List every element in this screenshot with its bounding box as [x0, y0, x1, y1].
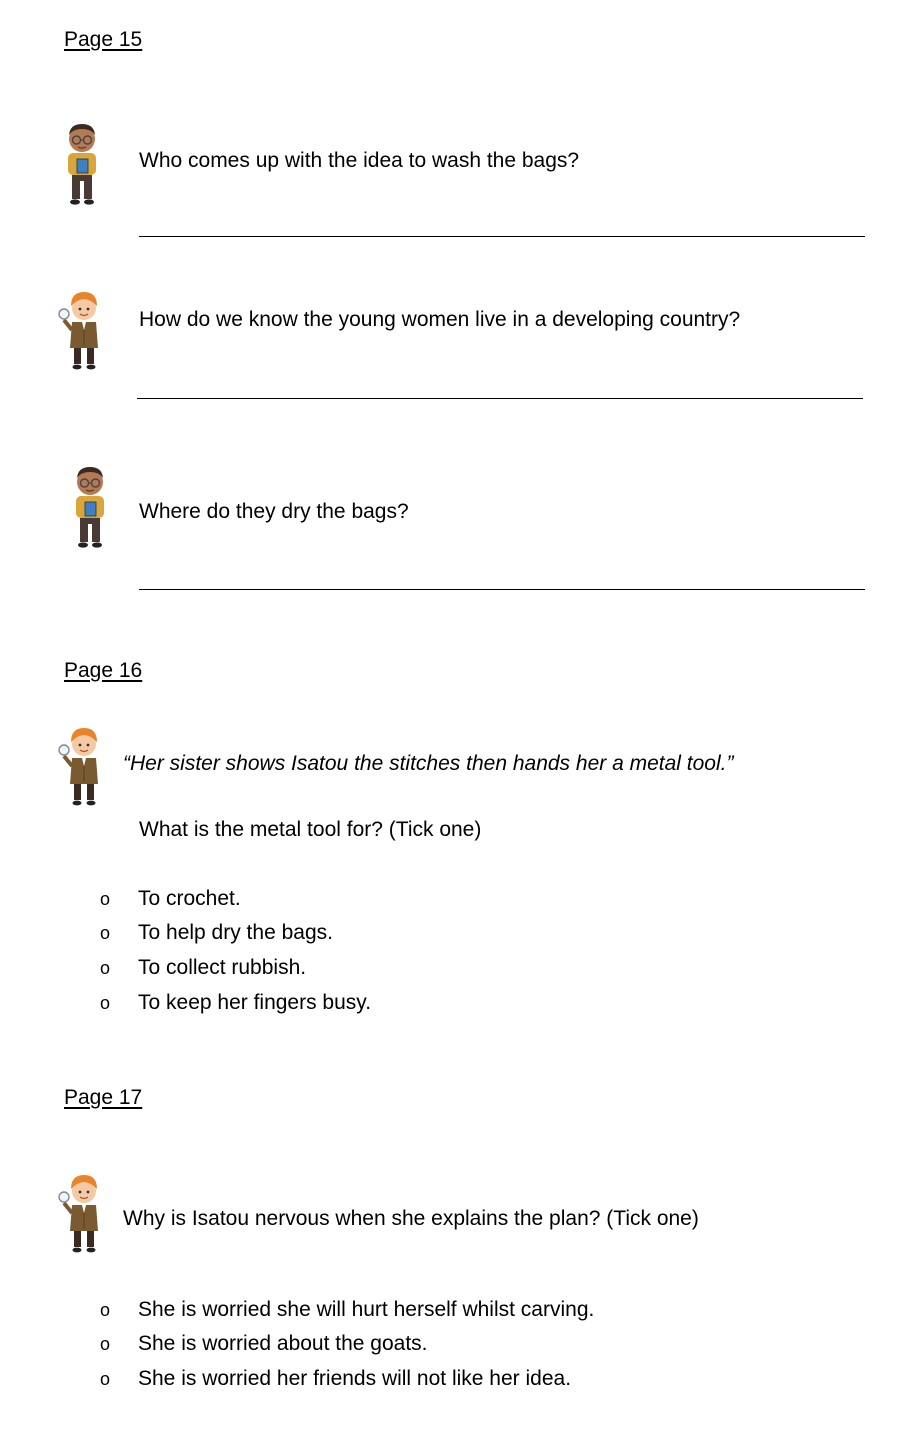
question-who-washes: Who comes up with the idea to wash the bags? — [139, 149, 580, 172]
story-quote: “Her sister shows Isatou the stitches then hands her a metal tool.” — [123, 752, 734, 775]
option-collect-rubbish[interactable] — [100, 956, 306, 980]
option-label: To help dry the bags. — [138, 921, 333, 944]
option-friends-dislike[interactable] — [100, 1367, 571, 1391]
answer-line[interactable] — [139, 589, 865, 590]
radio-bullet-icon[interactable]: o — [100, 993, 111, 1013]
option-label: She is worried about the goats. — [138, 1332, 428, 1355]
page-heading-15: Page 15 — [64, 28, 143, 51]
option-fingers-busy[interactable] — [100, 991, 371, 1015]
boy-glasses-book-icon — [66, 462, 114, 550]
question-dry-bags: Where do they dry the bags? — [139, 500, 409, 523]
option-label: She is worried her friends will not like her idea. — [138, 1367, 572, 1390]
radio-bullet-icon[interactable]: o — [100, 1369, 111, 1389]
question-developing-country: How do we know the young women live in a developing country? — [139, 308, 741, 331]
option-hurt-carving[interactable] — [100, 1298, 594, 1322]
radio-bullet-icon[interactable]: o — [100, 1334, 111, 1354]
option-label: To keep her fingers busy. — [138, 991, 372, 1014]
option-goats[interactable] — [100, 1332, 428, 1356]
option-label: To collect rubbish. — [138, 956, 307, 979]
detective-magnifier-icon — [58, 1169, 106, 1257]
option-dry-bags[interactable] — [100, 921, 333, 945]
question-isatou-nervous: Why is Isatou nervous when she explains the plan? (Tick one) — [123, 1207, 699, 1230]
answer-line[interactable] — [137, 398, 863, 399]
question-metal-tool: What is the metal tool for? (Tick one) — [139, 818, 482, 841]
radio-bullet-icon[interactable]: o — [100, 1300, 111, 1320]
boy-glasses-book-icon — [58, 119, 106, 207]
page-heading-16: Page 16 — [64, 659, 143, 682]
detective-magnifier-icon — [58, 722, 106, 810]
option-crochet[interactable] — [100, 887, 241, 911]
answer-line[interactable] — [139, 236, 865, 237]
radio-bullet-icon[interactable]: o — [100, 923, 111, 943]
page-heading-17: Page 17 — [64, 1086, 143, 1109]
option-label: To crochet. — [138, 887, 241, 910]
radio-bullet-icon[interactable]: o — [100, 889, 111, 909]
option-label: She is worried she will hurt herself whilst carving. — [138, 1298, 595, 1321]
radio-bullet-icon[interactable]: o — [100, 958, 111, 978]
detective-magnifier-icon — [58, 286, 106, 374]
